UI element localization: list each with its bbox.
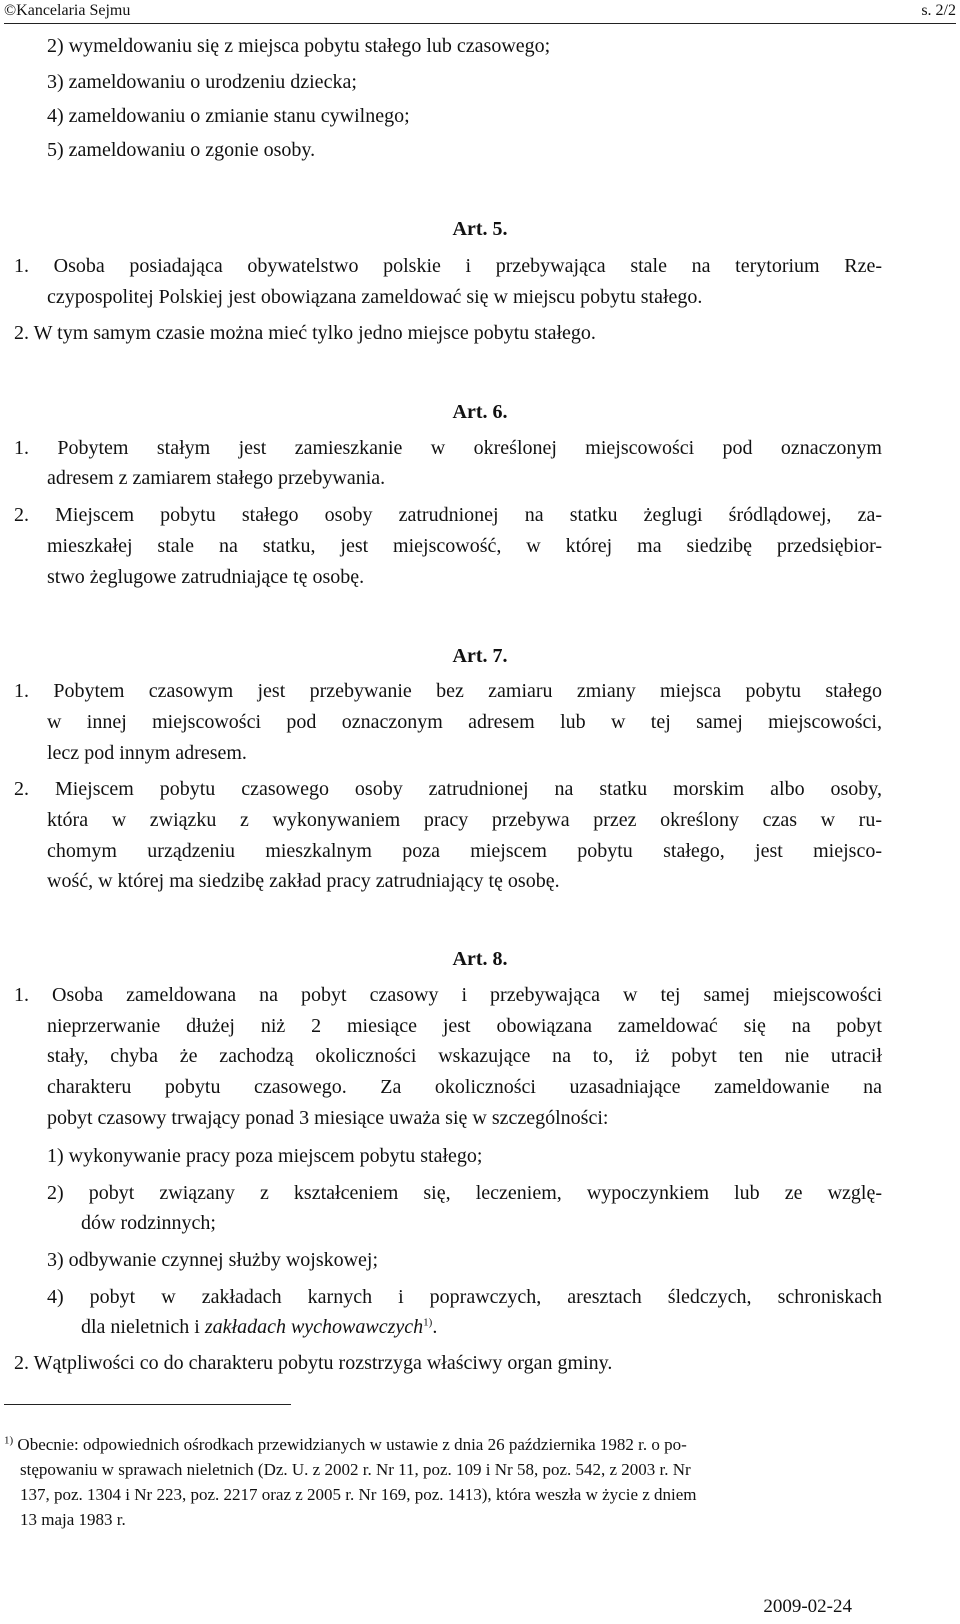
paragraph-line: w innej miejscowości pod oznaczonym adresem lub w tej samej miejscowości, bbox=[47, 711, 882, 733]
list-item: 1) wykonywanie pracy poza miejscem pobytu stałego; bbox=[47, 1145, 483, 1167]
list-item-continuation: dów rodzinnych; bbox=[81, 1212, 216, 1234]
paragraph-line: chomym urządzeniu mieszkalnym poza miejscem pobytu stałego, jest miejsco- bbox=[47, 840, 882, 862]
list-item: 4) pobyt w zakładach karnych i poprawczych, aresztach śledczych, schroniskach bbox=[47, 1286, 882, 1308]
article-8-title: Art. 8. bbox=[452, 948, 508, 970]
footnote-line: 137, poz. 1304 i Nr 223, poz. 2217 oraz z 2005 r. Nr 169, poz. 1413), która weszła w życie z dniem bbox=[20, 1485, 697, 1504]
paragraph-line: charakteru pobytu czasowego. Za okoliczności uzasadniające zameldowanie na bbox=[47, 1076, 882, 1098]
paragraph-line: 2. Miejscem pobytu czasowego osoby zatrudnionej na statku morskim albo osoby, bbox=[14, 778, 882, 800]
paragraph-line: 2. W tym samym czasie można mieć tylko jedno miejsce pobytu stałego. bbox=[14, 322, 596, 344]
list-item: 4) zameldowaniu o zmianie stanu cywilnego; bbox=[47, 105, 410, 127]
paragraph-line: 1. Osoba zameldowana na pobyt czasowy i przebywająca w tej samej miejscowości bbox=[14, 984, 882, 1006]
paragraph-line: czypospolitej Polskiej jest obowiązana zameldować się w miejscu pobytu stałego. bbox=[47, 286, 703, 308]
paragraph-line: 2. Miejscem pobytu stałego osoby zatrudnionej na statku żeglugi śródlądowej, za- bbox=[14, 504, 882, 526]
footnote-text: Obecnie: odpowiednich ośrodkach przewidzianych w ustawie z dnia 26 października 1982 r. o po- bbox=[17, 1435, 687, 1454]
paragraph-line: 1. Osoba posiadająca obywatelstwo polskie i przebywająca stale na terytorium Rze- bbox=[14, 255, 882, 277]
list-item: 3) zameldowaniu o urodzeniu dziecka; bbox=[47, 71, 357, 93]
publisher-label: ©Kancelaria Sejmu bbox=[4, 2, 131, 19]
paragraph-line: 1. Pobytem stałym jest zamieszkanie w określonej miejscowości pod oznaczonym bbox=[14, 437, 882, 459]
footnote-line: stępowaniu w sprawach nieletnich (Dz. U. z 2002 r. Nr 11, poz. 109 i Nr 58, poz. 542, z 2003 r. Nr bbox=[20, 1460, 691, 1479]
document-date: 2009-02-24 bbox=[763, 1596, 852, 1617]
paragraph-line: która w związku z wykonywaniem pracy przebywa przez określony czas w ru- bbox=[47, 809, 882, 831]
item-text-end: . bbox=[432, 1316, 438, 1338]
footnote-line: 13 maja 1983 r. bbox=[20, 1510, 126, 1529]
paragraph-line: lecz pod innym adresem. bbox=[47, 742, 247, 764]
list-item-continuation bbox=[81, 1312, 437, 1342]
article-7-title: Art. 7. bbox=[452, 645, 508, 667]
paragraph-line: 2. Wątpliwości co do charakteru pobytu rozstrzyga właściwy organ gminy. bbox=[14, 1352, 613, 1374]
footnote-rule bbox=[4, 1404, 291, 1405]
item-text-italic: zakładach wychowawczych bbox=[204, 1316, 424, 1338]
article-6-title: Art. 6. bbox=[452, 401, 508, 423]
list-item: 2) pobyt związany z kształceniem się, leczeniem, wypoczynkiem lub ze wzglę- bbox=[47, 1182, 882, 1204]
footnote-marker: 1) bbox=[4, 1434, 14, 1447]
footnote-reference[interactable]: 1) bbox=[423, 1316, 433, 1329]
paragraph-line: nieprzerwanie dłużej niż 2 miesiące jest obowiązana zameldować się na pobyt bbox=[47, 1015, 882, 1037]
footnote-line bbox=[4, 1432, 687, 1457]
list-item: 5) zameldowaniu o zgonie osoby. bbox=[47, 139, 316, 161]
list-item: 2) wymeldowaniu się z miejsca pobytu stałego lub czasowego; bbox=[47, 35, 551, 57]
list-item: 3) odbywanie czynnej służby wojskowej; bbox=[47, 1249, 379, 1271]
item-text: dla nieletnich i bbox=[81, 1316, 205, 1338]
page-header bbox=[4, 2, 956, 24]
paragraph-line: 1. Pobytem czasowym jest przebywanie bez zamiaru zmiany miejsca pobytu stałego bbox=[14, 680, 882, 702]
paragraph-line: stwo żeglugowe zatrudniające tę osobę. bbox=[47, 566, 365, 588]
header-rule bbox=[4, 23, 956, 24]
paragraph-line: stały, chyba że zachodzą okoliczności wskazujące na to, iż pobyt ten nie utracił bbox=[47, 1045, 882, 1067]
paragraph-line: adresem z zamiarem stałego przebywania. bbox=[47, 467, 386, 489]
paragraph-line: wość, w której ma siedzibę zakład pracy zatrudniający tę osobę. bbox=[47, 870, 560, 892]
article-5-title: Art. 5. bbox=[452, 218, 508, 240]
paragraph-line: mieszkałej stale na statku, jest miejscowość, w której ma siedzibę przedsiębior- bbox=[47, 535, 882, 557]
page-number: s. 2/2 bbox=[921, 2, 956, 19]
paragraph-line: pobyt czasowy trwający ponad 3 miesiące uważa się w szczególności: bbox=[47, 1107, 609, 1129]
